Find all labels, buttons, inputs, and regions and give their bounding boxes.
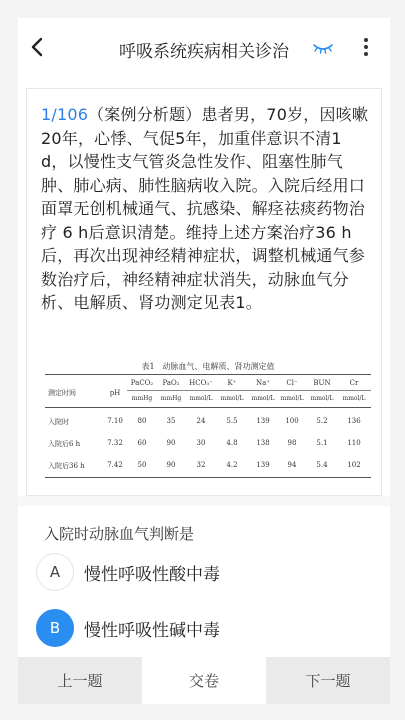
header-cell: Cr — [349, 379, 359, 387]
more-options-button[interactable] — [356, 34, 376, 60]
table-cell: 139 — [256, 461, 270, 469]
table-cell: 4.2 — [226, 461, 238, 469]
question-card — [26, 88, 382, 496]
option-a-text: 慢性呼吸性酸中毒 — [84, 564, 220, 585]
table-row — [45, 461, 371, 471]
unit-cell: mmol/L — [251, 395, 275, 402]
header-cell: K⁺ — [227, 379, 237, 387]
table-cell: 5.2 — [316, 417, 328, 425]
next-question-button[interactable]: 下一题 — [266, 657, 390, 704]
table-cell: 90 — [166, 439, 176, 447]
unit-cell — [45, 395, 103, 402]
header-cell: 测定时间 — [48, 389, 76, 397]
table-cell: 入院后36 h — [48, 462, 85, 470]
table-cell: 60 — [137, 439, 147, 447]
table-cell: 50 — [137, 461, 147, 469]
question-body: （案例分析题）患者男，70岁，因咳嗽20年，心悸、气促5年，加重伴意识不清1 d，以慢性支气管炎急性发作、阻塞性肺气肿、肺心病、肺性脑病收入院。入院后经用口面罩无创机械通气、抗感染、解痉祛痰药物治疗 6 h后意识清楚。维持上述方案治疗36 h后，再次出现神经精神症状，调整机械通气参数治疗后，神经精神症状消失，动脉血气分析、电解质、肾功测定见表1。 — [41, 105, 369, 312]
bottom-bar — [18, 657, 390, 704]
unit-cell: mmol/L — [342, 395, 366, 402]
option-a-letter: A — [36, 553, 74, 591]
eye-closed-icon — [311, 38, 335, 56]
table-cell: 32 — [196, 461, 206, 469]
table-cell: 4.8 — [226, 439, 238, 447]
unit-cell: mmol/L — [310, 395, 334, 402]
header-cell: BUN — [313, 379, 331, 387]
back-button[interactable] — [22, 32, 52, 62]
table-cell: 24 — [196, 417, 206, 425]
table-grid — [45, 374, 371, 478]
question-text — [41, 103, 371, 315]
table-cell: 5.1 — [316, 439, 328, 447]
unit-cell: mmHg — [131, 395, 153, 402]
table-cell: 94 — [287, 461, 297, 469]
table-row — [45, 439, 371, 449]
table-cell: 5.5 — [226, 417, 238, 425]
table-cell: 入院时 — [48, 418, 69, 426]
unit-cell: mmHg — [160, 395, 182, 402]
chevron-left-icon — [30, 37, 44, 57]
header-cell: HCO₃⁻ — [189, 379, 213, 387]
table-cell: 7.42 — [107, 461, 123, 469]
table-cell: 138 — [256, 439, 270, 447]
unit-cell: mmol/L — [220, 395, 244, 402]
table-cell: 102 — [347, 461, 361, 469]
header-cell: PaCO₂ — [130, 379, 154, 387]
option-b[interactable] — [36, 608, 376, 648]
header-cell: Cl⁻ — [286, 379, 298, 387]
table-cell: 30 — [196, 439, 206, 447]
question-stem: 入院时动脉血气判断是 — [44, 525, 195, 543]
section-divider — [18, 496, 390, 506]
table-cell: 136 — [347, 417, 361, 425]
app-screen — [18, 18, 390, 704]
question-number: 1/106 — [41, 105, 89, 124]
table-cell: 100 — [285, 417, 299, 425]
table-caption: 表1 动脉血气、电解质、肾功测定值 — [141, 362, 275, 371]
eye-toggle-button[interactable] — [311, 38, 335, 56]
table-cell: 入院后6 h — [48, 440, 81, 448]
header-cell: pH — [109, 389, 121, 397]
lab-results-table — [45, 361, 371, 481]
unit-cell: mmol/L — [189, 395, 213, 402]
table-cell: 35 — [166, 417, 176, 425]
table-cell: 98 — [287, 439, 297, 447]
table-cell: 7.10 — [107, 417, 123, 425]
table-unit-row — [45, 395, 371, 402]
table-divider — [127, 390, 371, 391]
table-divider — [45, 407, 371, 408]
option-b-text: 慢性呼吸性碱中毒 — [84, 620, 220, 641]
table-cell: 110 — [347, 439, 361, 447]
option-a[interactable] — [36, 552, 376, 592]
page-title: 呼吸系统疾病相关诊治 — [119, 42, 289, 62]
table-cell: 5.4 — [316, 461, 328, 469]
table-cell: 90 — [166, 461, 176, 469]
table-cell: 80 — [137, 417, 147, 425]
unit-cell: mmol/L — [280, 395, 304, 402]
unit-cell — [103, 395, 127, 402]
header-cell: Na⁺ — [256, 379, 270, 387]
submit-exam-button[interactable]: 交卷 — [142, 657, 266, 704]
header-cell: PaO₂ — [162, 379, 180, 387]
more-vertical-icon — [364, 38, 368, 42]
table-cell: 7.32 — [107, 439, 123, 447]
table-cell: 139 — [256, 417, 270, 425]
top-bar — [18, 18, 390, 76]
previous-question-button[interactable]: 上一题 — [18, 657, 142, 704]
option-b-letter: B — [36, 609, 74, 647]
table-row — [45, 417, 371, 427]
